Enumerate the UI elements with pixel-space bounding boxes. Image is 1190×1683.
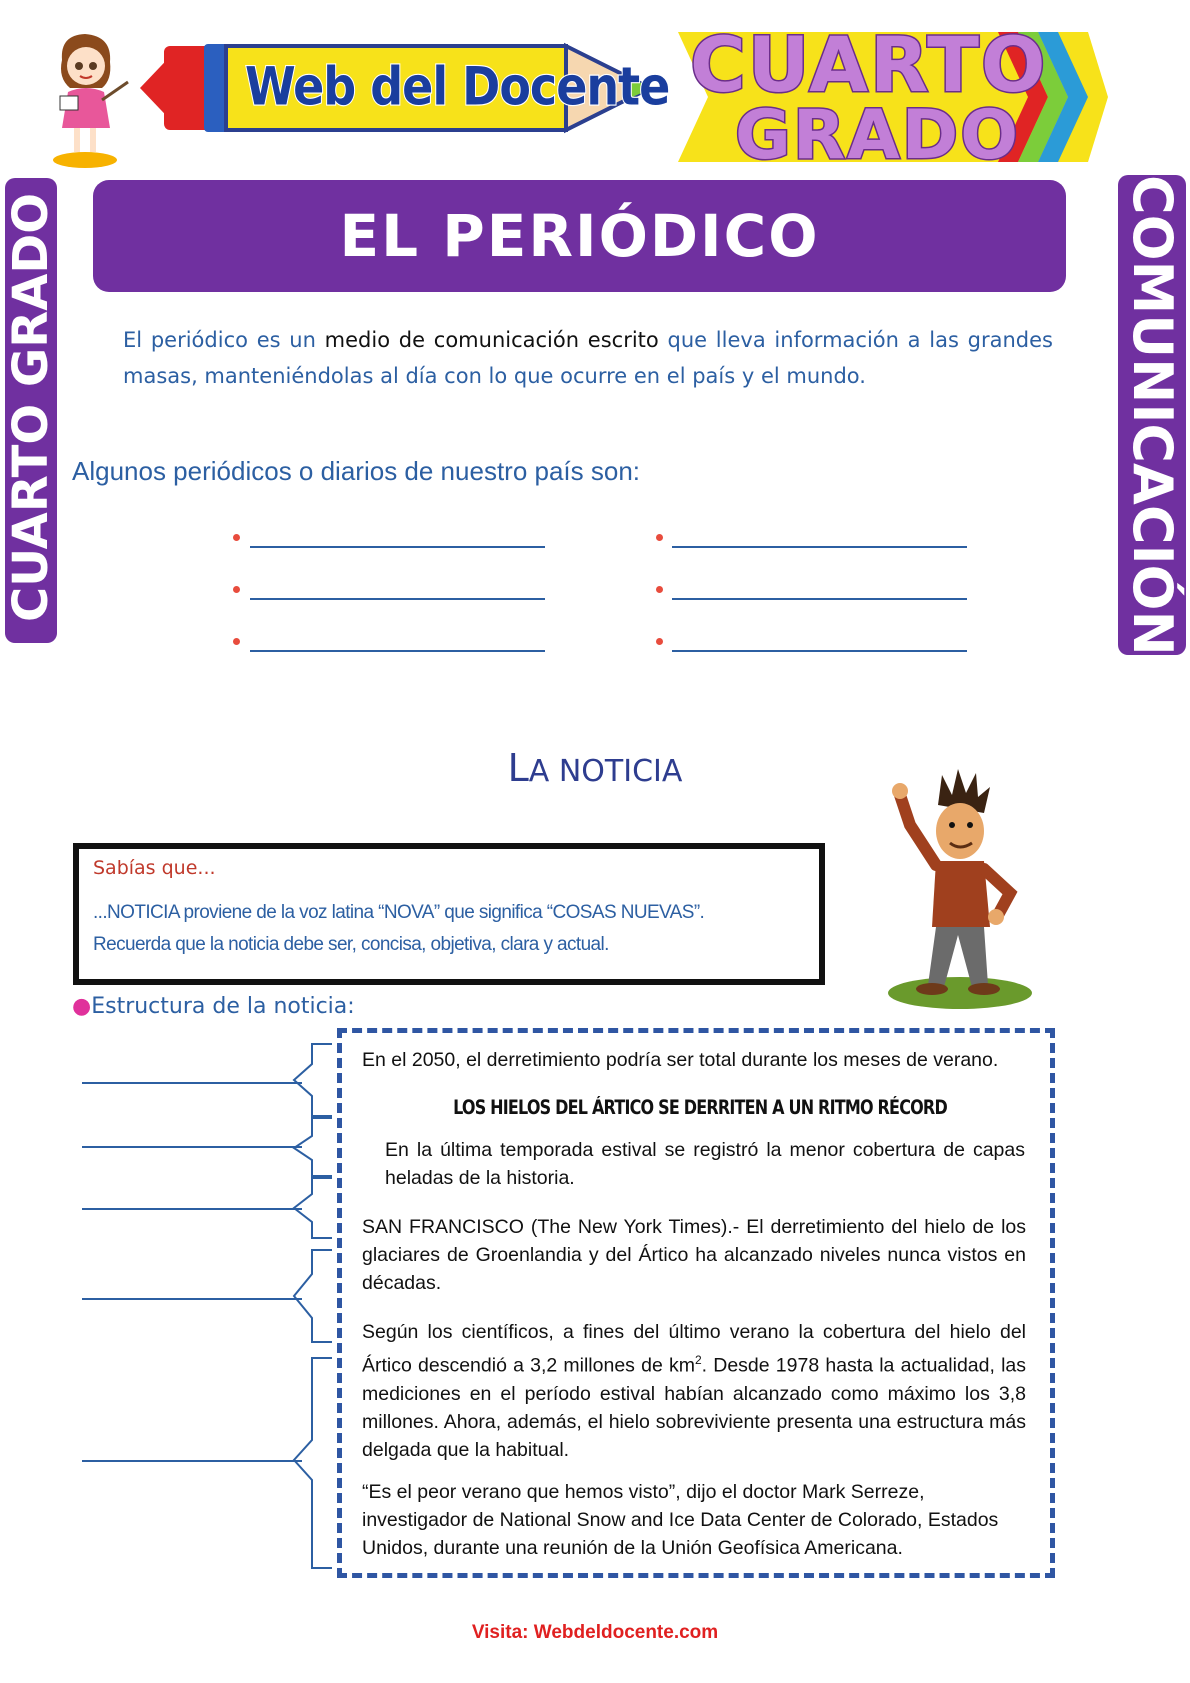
structure-answer-line[interactable] [82,1460,302,1462]
bullet-dot [656,586,663,593]
news-body-2: “Es el peor verano que hemos visto”, dijo el doctor Mark Serreze, investigador de National Snow and Ice Data Center de Colorado, Estados Unidos, durante una reunión de la Unión Geofísica Americana. [362,1481,999,1559]
answer-blank[interactable] [250,598,545,600]
intro-part-1: El periódico es un [123,328,316,352]
structure-heading-text: Estructura de la noticia: [91,994,355,1019]
news-body-1-sup: 2 [694,1353,702,1367]
news-headline: LOS HIELOS DEL ÁRTICO SE DERRITEN A UN RITMO RÉCORD [453,1096,947,1119]
structure-answer-line[interactable] [82,1082,302,1084]
news-antetitulo: En el 2050, el derretimiento podría ser total durante los meses de verano. [362,1049,999,1071]
did-you-know-line-2: Recuerda que la noticia debe ser, concisa, objetiva, clara y actual. [93,934,609,955]
grade-title-line1: CUARTO [690,20,1048,109]
structure-heading [72,994,355,1019]
structure-answer-line[interactable] [82,1146,302,1148]
bullet-dot [233,534,240,541]
structure-answer-line[interactable] [82,1208,302,1210]
brand-name: Web del Docente [245,55,670,118]
news-body-1b: . Desde 1978 hasta la actualidad, las mediciones en el período estival habían alcanzado como máximo los 3,8 millones. Ahora, además, el hielo sobreviviente presenta una estructura más delgada que la habitual. [362,1354,1026,1461]
did-you-know-line-1: ...NOTICIA proviene de la voz latina “NOVA” que significa “COSAS NUEVAS”. [93,902,705,923]
section-title-rest: A NOTICIA [528,754,683,789]
did-you-know-label: Sabías que... [93,857,216,879]
answer-blank[interactable] [672,650,967,652]
answer-blank[interactable] [672,598,967,600]
news-body-1a: Según los científicos, a fines del último verano la cobertura del hielo del Ártico descendió a 3,2 millones de km [362,1321,1026,1377]
pink-bullet: ● [72,994,92,1019]
boy-illustration [880,765,1035,1010]
side-tab-left-label: CUARTO GRADO [3,192,59,623]
bullet-dot [656,534,663,541]
teacher-illustration [40,30,135,170]
news-body-1 [362,1318,1026,1464]
answer-blank[interactable] [250,650,545,652]
intro-part-2: medio de comunicación escrito [324,328,659,352]
news-bajada: En la última temporada estival se registró la menor cobertura de capas heladas de la historia. [385,1139,1025,1189]
intro-paragraph [123,322,1053,394]
structure-answer-line[interactable] [82,1298,302,1300]
bullet-dot [656,638,663,645]
answer-blank[interactable] [250,546,545,548]
bullet-dot [233,638,240,645]
page-title: EL PERIÓDICO [339,202,820,270]
bullet-dot [233,586,240,593]
grade-title-line2: GRADO [735,96,1021,175]
side-tab-right-label: COMUNICACIÓN [1121,175,1184,656]
section-title-initial: L [507,746,529,790]
news-lead: SAN FRANCISCO (The New York Times).- El derretimiento del hielo de los glaciares de Groenlandia y del Ártico ha alcanzado niveles nunca vistos en décadas. [362,1216,1026,1294]
question-prompt: Algunos periódicos o diarios de nuestro país son: [72,456,641,486]
intro-part-3: que lleva información a las grandes masas, manteniéndolas al día con lo que ocurre en el país y el mundo. [123,328,1053,388]
answer-blank[interactable] [672,546,967,548]
footer-link[interactable]: Visita: Webdeldocente.com [471,1622,719,1643]
